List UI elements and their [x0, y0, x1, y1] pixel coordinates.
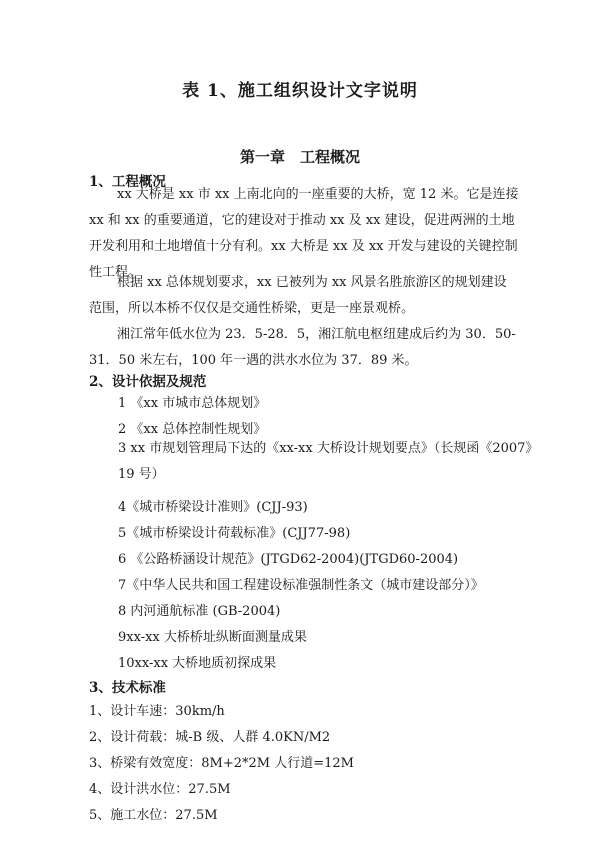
list-item: 8 内河通航标准 (GB-2004): [118, 604, 281, 619]
list-item: 3、桥梁有效宽度：8M+2*2M 人行道=12M: [89, 756, 354, 771]
list-item: 1 《xx 市城市总体规划》: [118, 396, 267, 411]
section-heading-design-basis: 2、设计依据及规范: [89, 374, 207, 390]
list-item: 5、施工水位：27.5M: [89, 808, 218, 823]
document-title: 表 1、施工组织设计文字说明: [182, 81, 418, 101]
overview-paragraph: 湘江常年低水位为 23．5-28．5，湘江航电枢纽建成后约为 30．50-31．50 米左右，100 年一遇的洪水水位为 37．89 米。: [89, 327, 516, 368]
list-item: 1、设计车速：30km/h: [89, 704, 225, 719]
list-item: 10xx-xx 大桥地质初探成果: [118, 656, 277, 671]
list-item: 4《城市桥梁设计准则》(CJJ-93): [118, 500, 308, 515]
chapter-heading: 第一章 工程概况: [239, 148, 360, 166]
list-item: 5《城市桥梁设计荷载标准》(CJJ77-98): [118, 526, 351, 541]
list-item: 6 《公路桥涵设计规范》(JTGD62-2004)(JTGD60-2004): [118, 552, 459, 567]
section-heading-technical-standards: 3、技术标准: [89, 680, 166, 696]
list-item: 9xx-xx 大桥桥址纵断面测量成果: [118, 630, 307, 645]
list-item: 3 xx 市规划管理局下达的《xx-xx 大桥设计规划要点》（长规函《2007》19 号）: [118, 441, 532, 482]
list-item: 7《中华人民共和国工程建设标准强制性条文（城市建设部分）》: [118, 578, 484, 593]
list-item: 2、设计荷载：城-B 级、人群 4.0KN/M2: [89, 730, 331, 745]
list-item: 4、设计洪水位：27.5M: [89, 782, 231, 797]
list-item: 2 《xx 总体控制性规划》: [118, 422, 267, 437]
overview-paragraph: xx 大桥是 xx 市 xx 上南北向的一座重要的大桥，宽 12 米。它是连接 xx 和 xx 的重要通道，它的建设对于推动 xx 及 xx 建设，促进两洲的土地开发利用和土地增值十分有利。xx 大桥是 xx 及 xx 开发与建设的关键控制性工程。: [89, 187, 519, 280]
section-heading-overview: 1、工程概况: [89, 174, 166, 190]
overview-paragraph: 根据 xx 总体规划要求，xx 已被列为 xx 风景名胜旅游区的规划建设范围，所以本桥不仅仅是交通性桥梁，更是一座景观桥。: [89, 275, 507, 316]
